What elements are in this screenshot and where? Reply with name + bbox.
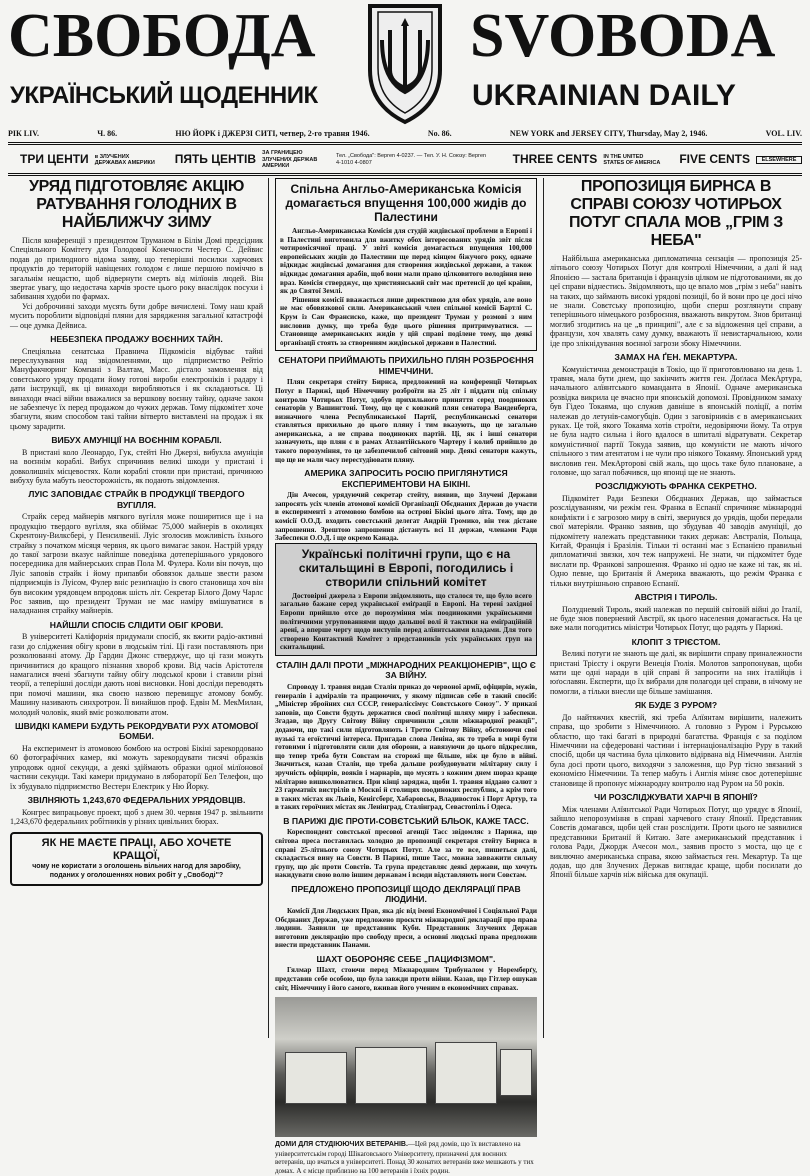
left-column bbox=[10, 178, 263, 886]
ad-text: чому не користати з оголошень вільних нагод для заробіку, поданих у оголошеннях нових робіт у „Свободі"? bbox=[32, 863, 241, 879]
price-five-uk-note: ЗА ГРАНИЦЕЮ ЗЛУЧЕНИХ ДЕРЖАВ АМЕРИКИ bbox=[262, 150, 318, 170]
article bbox=[550, 700, 802, 788]
article-paragraph: Страйк серед майнерів мягкого вугілля може поширитися ще і на продукцію твердого вугілля, яка обіймає 75,000 майнерів в околицях Скрентону-Вилксбері, у Пенсилвенії. Луіс зголосив можливість їхнього страйку з початком місяця червня, як цього вимагає закон. Настрій уряду до такої загрози вказує найліпше поведінка дотеперішнього урядового посередника для майнерських справ Пола М. Фулера. Коли він почув, що Луіс заповів страйк і йому припавби обовязок дальше звести разом підприємців із Луісом, Фулер вніс резиґнацію із свого становища хоч він був високим урядовцем впродовж шість літ. Секретар Білого Дому Чарлс Рос заявив, що президент Труман не має наміру вмішуватися в наладнання страйку майнерів. bbox=[10, 512, 263, 616]
price-three-en: THREE CENTS bbox=[512, 152, 598, 167]
caption-title: ДОМИ ДЛЯ СТУДІЮЮЧИХ ВЕТЕРАНІВ. bbox=[275, 1141, 408, 1149]
article-headline: УРЯД ПІДГОТОВЛЯЄ АКЦІЮ РАТУВАННЯ ГОЛОДНИХ В НАЙБЛИЖЧУ ЗИМУ bbox=[28, 178, 245, 231]
article-paragraph: Після конференції з президентом Труманом в Білім Домі предсідник Спеціяльного Комітету для Голодової Конечности Честер С. Дейвис подав до прилюдного відома заяву, що теперішні посилки харчових продуктів до територій навіщених голодом є лише першою поміччю в загальнім нещастю, щоб відвернути смерть від мілїонів людей. Він звертає увагу, що недостача харчів зросте цього року внаслідок посухи і забивання худоби по фармах. bbox=[10, 236, 263, 302]
article-headline: АВСТРІЯ І ТИРОЛЬ. bbox=[634, 592, 718, 602]
middle-column bbox=[275, 178, 537, 1176]
article-paragraph: Найбільша американська дипломатична сензація — пропозиція 25-літнього союзу Чотирьох Потуг для контролі Німеччини, а далі й над Японією — застала британців і французів цілком не підготованими, як до цеї справи віднестись. Звідомляють, що це впало мов „грім з неба" навіть на таких, що займають високі урядові позиції, бо й вони про це досі нічо не знали. Совєтську пропозицію, щоби сперш розглянути справу теперішнього німецького розброєння, вважають викрутом. Знов британці моглиб згодитись на це „в принципі", але є за відложення цеї справи, а французи, хоч хвалять саму думку, вважають її невистарчальною, коли іде про злікнідування воєнної загрози збоку Німеччини. bbox=[550, 254, 802, 348]
phone-numbers: Тел. „Свобода": Bергеn 4-0237. — Тел. У. Н. Союзу: Bергеn 4-1010 4-0807 bbox=[336, 153, 487, 166]
place-date-en: NEW YORK and JERSEY CITY, Thursday, May 2, 1946. bbox=[509, 129, 708, 138]
article bbox=[275, 954, 537, 992]
article bbox=[10, 620, 263, 717]
article bbox=[275, 468, 537, 543]
price-five-en-note: ELSEWHERE bbox=[756, 156, 802, 165]
column-rule bbox=[543, 178, 544, 1038]
article-paragraph: До найтяжчих квестій, які треба Алїянтам вирішити, належить справа, що зробити з Німеччиною. А головно з Руром і Рурською областю, що такі багаті в природні багатства. Франція є за поділом Німеччини на сфедеровані частини і інтернаціоналізацію Руру в такий спосіб, щоби ця частина була цілковито відірвана від Німеччини. Англія була досі проти цього, виходячи з заложення, що Рур тісно звязаний з економією Німеччини. Та тепер мабуть і Англія міняє своє дотеперішнє становище й пропонує міжнародну контролю над Руром на 50 років. bbox=[550, 712, 802, 788]
classified-ad-box bbox=[10, 832, 263, 885]
photo-veterans-housing bbox=[275, 997, 537, 1137]
article bbox=[275, 884, 537, 950]
photo-caption bbox=[275, 1140, 537, 1175]
article-paragraph: Спеціяльна сенатська Правнича Підкомісія відбуває тайні переслухування над звідомленнями, що підприємство Рейтіо Мануфакчюринг Компані з Валтам, Масс. дістало замовлення від совєтського уряду продати йому готові вироби електроніків і радару і дати інструкції, як ці винаходи виробляються і як складаються. Ці винаходи вчасі війни вважалися за вершкову воєнну тайну, одначе закон не забезпечує їх перед продажом до чужих держав. Тому підкомітет хоче збагнути, яким способом такі тайни вітверто виставлені на продаж і як цьому зарадити. bbox=[10, 346, 263, 431]
article-headline: ЯК БУДЕ З РУРОМ? bbox=[634, 700, 718, 711]
article-headline: НАЙШЛИ СПОСІБ СЛІДИТИ ОБІГ КРОВИ. bbox=[49, 619, 224, 630]
article-paragraph: Полудневий Тироль, який належав по першій світовій війні до Італії, не буде знов повернений Австрії, як цього населення домагається. На це вже мали погодитись міністри Чотирьох Потуг, що радять у Парижі. bbox=[550, 604, 802, 633]
dateline bbox=[8, 127, 802, 141]
article-paragraph: Підкомітет Ради Безпеки Обєднаних Держав, що займається розслідуванням, чи режім ген. Франка в Еспанії спричиняє міжнародні конфлікти і є загрозою миру в світі, звернувся до урядів, щоби передали свої матеріяли. Франко заявив, що збудував 40 заводів амуніції, до підкомітету належать представники таких держав: Австралія, Польща, Китай, Франція і Бразілія. Тільки ті останні має з Еспанією правильні дипломатичні звязки, хоч теж напружені. Не знати, чи підкомітет буде вислати пр. Франкові запрошення. Франко ні одно не каже ні так, як ні. Одно певне, що Британія й Америка вважають, що режім Франка є тільки внутрішньою справою Еспанії. bbox=[550, 493, 802, 588]
article bbox=[550, 352, 802, 477]
article-paragraph: Рішення комісії вважається лише директивою для обох урядів, але воно не має обовязкової сили. Американський член спільної комісії Бартлі С. Крум із Сан Франсиско, каже, що президент Труман у розмові з ним висловив думку, що треба буде цього рішення притримуватися. — Становище американських жидів у цій справі поділене тому, що деякі організації стоять за створенням жидівської держави в Палестині. bbox=[280, 295, 532, 347]
article bbox=[550, 178, 802, 348]
article bbox=[275, 543, 537, 656]
article-paragraph: Комуністична демонстрація в Токіо, що її приготовлювано на день 1. травня, мала бути днем, що закінчить життя ген. Доґласа МекАртура, начального алїянтського команданта в Японії. Одначе американська розвідка викрила це вчасно при японській допомозі. Провідником замаху був Гідео Токаяма, що служив давніше в японській поліції, а потім належав до летунів-самогубців. Один з заговірників є в американських руках. Це той, якого Токаяма хотів строїти, недовіряючи йому. Та отруя не була надто сильна і його вдалося в шпиталі відратувати. Секретар комуністичної партії Токуда заявив, що комуністи не мають нічого спільного з тим атентатом і не чули про ніякого Токаяму. Японський уряд висловив ген. МекАрторові свій жаль, що щось таке було плановане, а головне, що загал побачився, що японці ще не знають. bbox=[550, 364, 802, 478]
price-five-en: FIVE CENTS bbox=[679, 152, 750, 167]
article-headline: Спільна Англьо-Американська Комісія домагається впущення 100,000 жидів до Палестини bbox=[285, 182, 527, 224]
article-paragraph: Великі потуги не знають ще далі, як вирішити справу приналежности пристані Трієсту і округи Венеція Гюлія. Молотов запропонував, щоби мати ще одні наради в цій справі й запросити на них італійців і юґославян. Експерти, що їх вибрали для полагоди цеї справи, в нічому не помогли, а тільки внесли ще більше замішання. bbox=[550, 649, 802, 696]
article-headline: ШАХТ ОБОРОНЯЄ СЕБЕ „ПАЦИФІЗМОМ". bbox=[316, 953, 496, 964]
article-paragraph: Спроводу 1. травня видав Сталін приказ до червоної армії, офіцирів, мужів, генералів і адміралів та працюючих, у якому підписав себе в такий спосіб: „Міністер збройних сил СССР, генераліссімус Совєтського Союзу". У приказі заповів, що Совєти будуть держатися своєї політиці шляху миру і забеспеки. Згадав, що Другу Світову Війну спричинили „сили міжнародної реакції", додаючи, що такі сили підготовляють і Третю Світову Війну, обстоюючи свої вузькі та егоїстичні інтереса. Пригадав слова Леніна, як то треба в мирі бути готовими і підготовляти сили для оборони, а навязуючи до цього підкреслив, що тепер треба бути Совєтам на сторожі ще більше, ніж це було в війні. Значиться, казав Сталін, що треба дальше розбудовувати мілітарну силу і зручність офіцирів, вояків і марнарів, що мусять з кожним днем шораз краще мілітарно вишколюватися. При кінці заряджа, щоби 1. травня віддано салют з 23 гарматніх вистрілів в Москві й столицях поодиноких республик, а крім того в таких містах як Львів, Кенігсберг, Хабаровськ, Владивосток і Порт Артур, та в таких героїчних містах як Ленінград, Сталінград, Севастопіль і Одеса. bbox=[275, 682, 537, 812]
price-three-en-note: IN THE UNITED STATES OF AMERICA bbox=[603, 153, 661, 166]
article-headline: ПРЕДЛОЖЕНО ПРОПОЗИЦІЇ ЩОДО ДЕКЛЯРАЦІЇ ПРАВ ЛЮДИНИ. bbox=[291, 883, 521, 905]
article bbox=[550, 637, 802, 697]
article-headline: ЛУІС ЗАПОВІДАЄ СТРАЙК В ПРОДУКЦІЇ ТВЕРДОГО ВУГІЛЛЯ. bbox=[28, 489, 245, 510]
article bbox=[10, 489, 263, 615]
column-rule bbox=[268, 178, 269, 1038]
building bbox=[500, 1049, 532, 1096]
masthead bbox=[0, 0, 810, 125]
article bbox=[275, 178, 537, 351]
article-paragraph: Англьо-Американська Комісія для студій жидівської проблеми в Европі і в Палестині виготовила для вжитку обох інтересованих урядів звіт після чотиромісячної праці. У звіті комісія домагається впущення 100,000 европейських жидів до Палестини ще перед кінцем біжучого року, одначе відкидає жидівські домагання для створення жидівської держави, а також відкидає домагання арабів, щоб вони мали право цілковитого володіння нею враз. Комісія стверджує, що християнський світ має претенсії до цеї країни, як до Святої Землі. bbox=[280, 227, 532, 296]
article-paragraph: На експеримент із атомовою бомбою на острові Бікіні зарекордовано 60 фотографічних камер, які можуть зарекордувати тисячі образків упродовж одної секунди, а деякі здіймають образки одної мілїонової частини секунди. Такі камери придумано в лябораторії Бел Телефон, що їх збудувало підприємство Вестерн Електрик у Ню Йорку. bbox=[10, 743, 263, 791]
title-english: SVOBODA bbox=[470, 2, 776, 70]
subtitle-ukrainian: УКРАЇНСЬКИЙ ЩОДЕННИК bbox=[10, 82, 318, 109]
article-headline: СТАЛІН ДАЛІ ПРОТИ „МІЖНАРОДНИХ РЕАКЦІОНЕРІВ", ЩО Є ЗА ВІЙНУ. bbox=[276, 659, 536, 681]
price-three-uk-note: в ЗЛУЧЕНИХ ДЕРЖАВАХ АМЕРИКИ bbox=[94, 153, 155, 166]
article-headline: СЕНАТОРИ ПРИЙМАЮТЬ ПРИХИЛЬНО ПЛЯН РОЗБРОЄННЯ НІМЕЧЧИНИ. bbox=[278, 355, 534, 376]
article bbox=[10, 435, 263, 485]
ad-title: ЯК НЕ МАЄТЕ ПРАЦІ, АБО ХОЧЕТЕ КРАЩОЇ, bbox=[41, 837, 232, 863]
article bbox=[10, 334, 263, 431]
trident-shield-icon bbox=[350, 0, 460, 125]
article-headline: ЗВІЛНЯЮТЬ 1,243,670 ФЕДЕРАЛЬНИХ УРЯДОВЦІВ. bbox=[27, 795, 246, 805]
price-five-uk: ПЯТЬ ЦЕНТІВ bbox=[174, 152, 256, 167]
divider bbox=[8, 142, 802, 145]
article bbox=[10, 721, 263, 791]
title-ukrainian: СВОБОДА bbox=[8, 2, 316, 70]
article-paragraph: В університеті Каліфорнія придумали спосіб, як вжити радіо-активні гази до сліджения обігу крови в людськім тілі. Ці гази поставляють при розколюванні атому. Др Гардин Джонс стверджує, що ці гази можуть причинитися до кращого пізнання хвороб крови. Від часів Арістотеля намагалися вчені збагнути тайну обігу людської крови і ставили різні теорії, а теперішні досліди дають нові висновки. Нові досліди переводять при помочі машини, яка своєю назвою перевищує атомову бомбу. Машину називають синхротрон. Її винайшов проф. Едвін М. МекМилан, молодий чоловік, який вміє розколювати атом. bbox=[10, 632, 263, 717]
article-paragraph: Усі доброчинні заходи мусять бути добре вичислені. Тому наш край мусить пороблити відповідні пляни для зарядження загальної катастрофі — оце думка Дейвиса. bbox=[10, 301, 263, 330]
article-headline: ЧИ РОЗСЛІДЖУВАТИ ХАРЧІ В ЯПОНІЇ? bbox=[594, 792, 758, 802]
building bbox=[355, 1047, 427, 1104]
article-headline: ЗАМАХ НА ҐЕН. МЕКАРТУРА. bbox=[614, 352, 738, 363]
price-three-uk: ТРИ ЦЕНТИ bbox=[20, 152, 89, 167]
article-headline: АМЕРИКА ЗАПРОСИТЬ РОСІЮ ПРИГЛЯНУТИСЯ ЕКСПЕРИМЕНТОВИ НА БІКІНІ. bbox=[304, 468, 508, 489]
subtitle-english: UKRAINIAN DAILY bbox=[472, 79, 736, 112]
article-paragraph: В пристані коло Леонардо, Гук, стейті Ню Джерзі, вибухла амуніція на воєннім кораблі. Вибух спричинив великі шкоди у пристані і довколишніх місцевостях. Коли кораблі стояли при пристані, причиною вибуху була мабуть неосторожність, як подають звідомлення. bbox=[10, 447, 263, 485]
article-paragraph: Дін Ачесон, урядуючий секретар стейту, виявив, що Злучені Держави запросять усіх членів атомової комісії Організації Обєднаних Держав до участи в експерименті з атомовою бомбою на острові Бікіні цього літа. Тому, що до комісії О.О.Д. входить совєтський делегат Андрій Громико, він теж дістане запрошення. Зрештою запрошення дістануть всі 11 держав, членами Ради Забеспеки О.О.Д. і ще окремо Канада. bbox=[275, 491, 537, 543]
article-paragraph: Плян секретаря стейту Бирнса, предложений на конференції Чотирьох Потуг в Парижі, щоб Німеччину розброїти на 25 літ і піддати під спільну контролю Чотирьох Потуг, здобув прихильного приняття серед поодиноких сенаторів у Вашингтоні. Тому, що це є ковзкий плян сенатора Ванденберга, визначного члена Республиканської Партії, республиканські сенатори ставляться прихильно до цього пляну і тим вказують, що це загально американська, а не справа поодиноких партій. Ці, як і інші сенатори зазначують, що плян є в рамах Атлантійського Чартеру і колиб прийшло до такого порозуміння, то це забезпечилоб світовий мир. Деякі сенатори кажуть, що ще не мали часу перестудіювати пляну. bbox=[275, 378, 537, 464]
article-headline: ШВИДКІ КАМЕРИ БУДУТЬ РЕКОРДУВАТИ РУХ АТОМОВОЇ БОМБИ. bbox=[14, 720, 259, 742]
article-paragraph: Кореспондент совєтської пресової агенції Тасс звідомляє з Парижа, що світова преса поставилась холодно до пропозиції секретаря стейту Бирнса в справі 25-літнього союзу Чотирьох Потуг. Але за те все, пишеться далі, складається вину на Совєти. В Парижі, пише Тасс, можна завважити сильну групу, що діє проти Совєтів. Та група представляє деякі держави, що хочуть накидувати свою волю іншим державам і всюди відставляють ноги Совєтам. bbox=[275, 828, 537, 880]
article-headline: НЕБЕЗПЕКА ПРОДАЖУ ВОЄННИХ ТАЙН. bbox=[50, 334, 223, 345]
article bbox=[10, 795, 263, 826]
volume-en: VOL. LIV. bbox=[765, 129, 802, 138]
article-headline: РОЗСЛІДЖУЮТЬ ФРАНКА СЕКРЕТНО. bbox=[595, 481, 757, 492]
article-paragraph: Між членами Алїянтської Ради Чотирьох Потуг, що урядує в Японії, зайшло непорозуміння в справі харчевого стану Японії. Представник Совєтів домагався, щоби цей стан розслідити. Проти цього не заявилися представники Британії й Китаю. Зате американський представник і голова Ради, Джордж Ачесон мол., заявив просто з моста, що це є виключно американська справа, якою займається ген. Мекартур. Та ще додав, що для Злучених Держав виглядає краще, щоби посилати до Японії більше харчів ніж війська для окупації. bbox=[550, 804, 802, 880]
article bbox=[275, 660, 537, 812]
place-date-uk: НЮ ЙОРК і ДЖЕРЗІ СИТІ, четвер, 2-го травня 1946. bbox=[175, 129, 370, 138]
caption-text: —Цей ряд домів, що їх виставлено на університетськім городі Шікаґовського Університету, призначені для воєнних ветеранів, що вчаться в університеті. Понад 30 жонатих ветеранів вже мешкають у тих домах. А є місце приблизно на 100 ветеранів і їхніх родин. bbox=[275, 1140, 534, 1175]
article bbox=[550, 481, 802, 588]
article-headline: ПРОПОЗИЦІЯ БИРНСА В СПРАВІ СОЮЗУ ЧОТИРЬОХ ПОТУГ СПАЛА МОВ „ГРІМ З НЕБА" bbox=[568, 178, 784, 249]
article bbox=[275, 816, 537, 880]
number-en: No. 86. bbox=[427, 129, 452, 138]
article-paragraph: Достовірні джерела з Европи звідомляють, що сталося те, що було всего загально бажане серед української еміґрації в Европі. На терені західної Европи прийшло отсе до порозуміння між поодинокими українськими політичними угрупованнями щодо дальшої волі й тактики на еміґраційній арені, а вперше чергу щодо виступів перед алїянтськими владами. Для того створено Контактний Комітет з представників усіх українських груп на скитальщині. bbox=[280, 591, 532, 652]
article-paragraph: Конгрес випрацьовує проект, щоб з днем 30. червня 1947 р. звільнити 1,243,670 федеральних робітників у різних цивільних бюрах. bbox=[10, 807, 263, 826]
price-line bbox=[8, 148, 802, 172]
article-headline: КЛОПІТ З ТРІЄСТОМ. bbox=[631, 636, 721, 647]
divider bbox=[8, 173, 802, 176]
article bbox=[550, 792, 802, 880]
number-uk: Ч. 86. bbox=[97, 129, 118, 138]
article bbox=[550, 592, 802, 633]
article-headline: ВИБУХ АМУНІЦІЇ НА ВОЄННІМ КОРАБЛІ. bbox=[51, 435, 222, 446]
building bbox=[285, 1052, 347, 1104]
article-paragraph: Комісії Для Людських Прав, яка діє від імені Економічної і Соціяльної Ради Обєднаних Держав, уже предложено проєкти міжнародної декларації про права людини. Заявили це представник Куби. Представник Злучених Держав виготовив деклярацію про свободу преси, а основні людські права предложив внести представник Панами. bbox=[275, 906, 537, 950]
building bbox=[435, 1042, 497, 1104]
article-headline: Українські політичні групи, що є на скитальщині в Европі, погодились і створили спільний комітет bbox=[298, 546, 514, 589]
article bbox=[275, 355, 537, 464]
right-column bbox=[550, 178, 802, 880]
year-uk: РІК LIV. bbox=[8, 129, 39, 138]
article bbox=[10, 178, 263, 330]
article-headline: В ПАРИЖІ ДІЄ ПРОТИ-СОВЄТСЬКИЙ БЛЬОК, КАЖЕ ТАСС. bbox=[283, 815, 529, 826]
article-paragraph: Гялмар Шахт, стоючи перед Міжнародним Трибуналом у Норемберґу, представив себе особою, що була завжди проти війни. Казав, що Гітлер ошукав світ, Німеччину і його самого, вживав його ученим в економічних справах. bbox=[275, 966, 537, 992]
